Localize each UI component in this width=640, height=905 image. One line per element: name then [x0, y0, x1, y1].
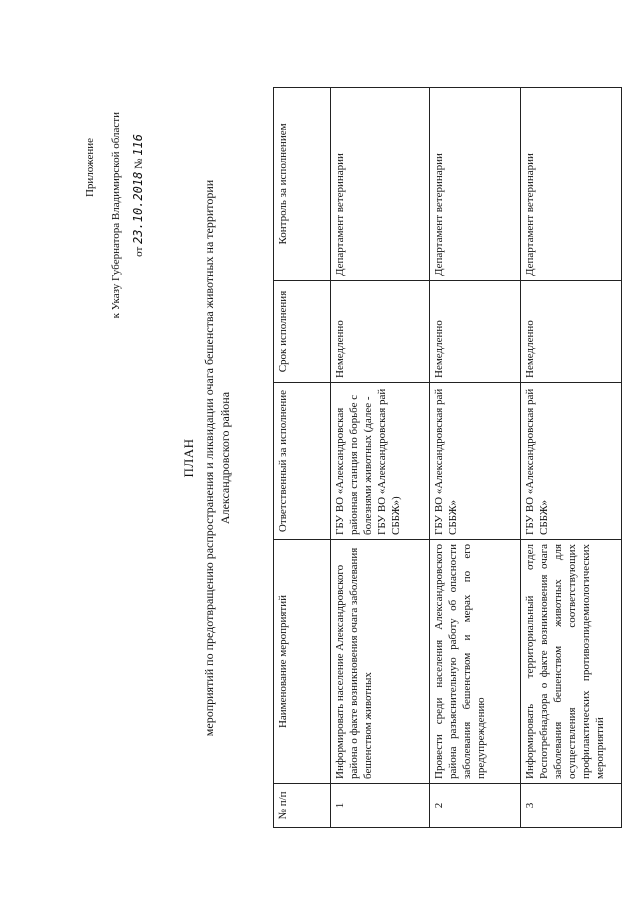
row-name: Провести среди населения Александровского района разъяснительную работу об опасности заболевания бешенством и мерах по его предупреждению	[430, 540, 521, 784]
appendix-date-line	[132, 134, 146, 257]
row-deadline: Немедленно	[331, 281, 430, 383]
row-control: Департамент ветеринарии	[430, 88, 521, 281]
row-name: Информировать население Александровского района о факте возникновения очага заболевания бешенством животных	[331, 540, 430, 784]
header-deadline: Срок исполнения	[274, 281, 331, 383]
appendix-label: Приложение	[84, 138, 96, 198]
table-header-row	[274, 88, 331, 828]
row-num: 3	[521, 784, 622, 828]
document-page	[78, 88, 606, 828]
table-row	[521, 88, 622, 828]
row-control: Департамент ветеринарии	[521, 88, 622, 281]
row-responsible: ГБУ ВО «Александровская рай СББЖ»	[521, 383, 622, 540]
header-num: № п/п	[274, 784, 331, 828]
row-deadline: Немедленно	[430, 281, 521, 383]
number-value: 116	[131, 134, 145, 156]
row-control: Департамент ветеринарии	[331, 88, 430, 281]
header-control: Контроль за исполнением	[274, 88, 331, 281]
plan-table	[273, 87, 622, 828]
table-row	[331, 88, 430, 828]
row-name: Информировать территориальный отдел Роспотребнадзора о факте возникновения очага заболевания бешенством животных для осуществления соответствующих профилактических противоэпидемиологических мероприятий	[521, 540, 622, 784]
document-title: ПЛАН	[181, 438, 196, 478]
date-prefix: от	[133, 246, 145, 257]
table-row	[430, 88, 521, 828]
number-mark: №	[133, 158, 145, 169]
row-num: 2	[430, 784, 521, 828]
row-deadline: Немедленно	[521, 281, 622, 383]
date-value: 23.10.2018	[131, 171, 145, 244]
row-num: 1	[331, 784, 430, 828]
row-responsible: ГБУ ВО «Александровская районная станция по борьбе с болезнями животных (далее - ГБУ ВО «Александровская рай СББЖ»)	[331, 383, 430, 540]
document-subtitle-line2: Александровского района	[218, 391, 232, 525]
appendix-decree: к Указу Губернатора Владимирской области	[110, 112, 122, 319]
header-name: Наименование мероприятий	[274, 540, 331, 784]
row-responsible: ГБУ ВО «Александровская рай СББЖ»	[430, 383, 521, 540]
document-subtitle-line1: мероприятий по предотвращению распространения и ликвидации очага бешенства животных на территории	[202, 179, 216, 737]
header-responsible: Ответственный за исполнение	[274, 383, 331, 540]
